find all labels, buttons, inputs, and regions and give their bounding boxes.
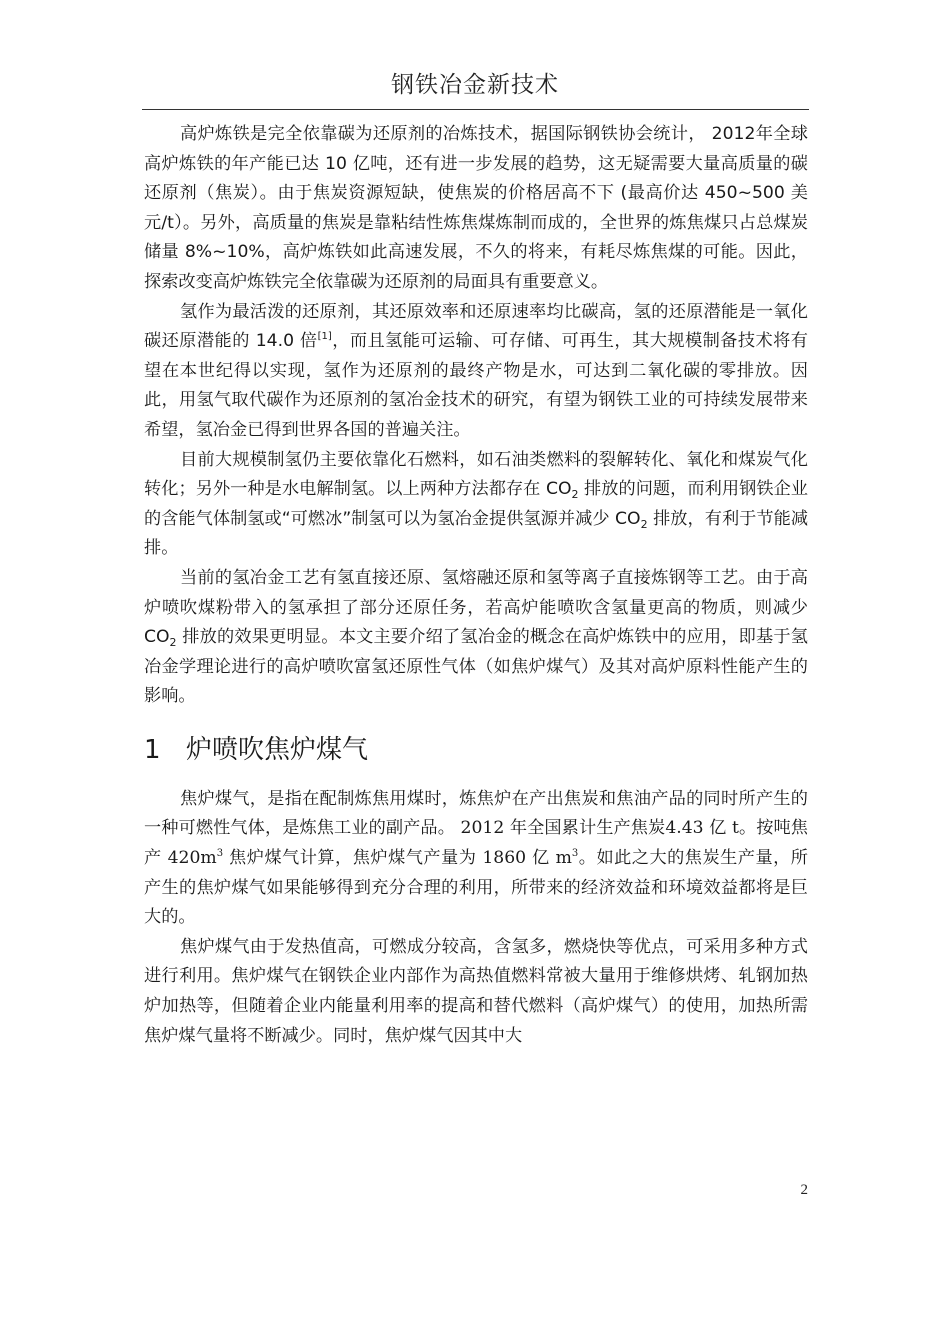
citation-ref: [1] — [317, 331, 332, 343]
paragraph-text: ，而且氢能可运输、可存储、可再生，其大规模制备技术将有望在本世纪得以实现，氢作为还原剂的最终产物是水，可达到二氧化碳的零排放。因此，用氢气取代碳作为还原剂的氢冶金技术的研究，有望为钢铁工业的可持续发展带来希望，氢冶金已得到世界各国的普遍关注。 — [144, 331, 808, 440]
unit-superscript: 3 — [571, 848, 579, 860]
section-title: 炉喷吹焦炉煤气 — [186, 734, 369, 765]
paragraph-text: 焦炉煤气，是指在配制炼焦用煤时，炼焦炉在产出焦炭和焦油产品的同时所产生的一种可燃性气体，是炼焦工业的副产品。 2012 年全国累计生产焦炭4.43 亿 t。按吨焦产 420m — [144, 788, 808, 869]
section-heading — [144, 730, 808, 770]
paragraph-text: 排放，有利于节能减排。 — [144, 508, 809, 559]
paragraph-text: 当前的氢冶金工艺有氢直接还原、氢熔融还原和氢等离子直接炼钢等工艺。由于高炉喷吹煤粉带入的氢承担了部分还原任务，若高炉能喷吹含氢量更高的物质，则减少 — [144, 567, 808, 618]
paragraph-text: 焦炉煤气计算，焦炉煤气产量为 1860 亿 m — [223, 848, 572, 869]
section-number: 1 — [144, 734, 161, 765]
body-text — [144, 120, 808, 1051]
page-number: 2 — [800, 1182, 808, 1198]
paragraph-text: 排放的问题，而利用钢铁企业的含能气体制氢或“可燃冰”制氢可以为氢冶金提供氢源并减少 — [144, 479, 808, 529]
unit-superscript: 3 — [216, 848, 224, 860]
paragraph-hydrogen-metallurgy — [144, 564, 808, 712]
co2-formula: $CO_2$ — [545, 479, 579, 502]
paragraph-hydrogen-production — [144, 446, 808, 564]
co2-formula: $CO_2$ — [615, 508, 648, 531]
header-divider — [142, 109, 809, 110]
paragraph-text: 目前大规模制氢仍主要依靠化石燃料，如石油类燃料的裂解转化、氧化和煤炭气化转化；另外一种是水电解制氢。以上两种方法都存在 — [144, 449, 808, 500]
paragraph-text: 排放的效果更明显。本文主要介绍了氢冶金的概念在高炉炼铁中的应用，即基于氢冶金学理论进行的高炉喷吹富氢还原性气体（如焦炉煤气）及其对高炉原料性能产生的影响。 — [144, 627, 808, 707]
paragraph-coke-oven-gas — [144, 785, 808, 933]
paragraph-coke-oven-gas-uses: 焦炉煤气由于发热值高，可燃成分较高，含氢多，燃烧快等优点，可采用多种方式进行利用。焦炉煤气在钢铁企业内部作为高热值燃料常被大量用于维修烘烤、轧钢加热炉加热等，但随着企业内能量利用率的提高和替代燃料（高炉煤气）的使用，加热所需焦炉煤气量将不断减少。同时，焦炉煤气因其中大 — [144, 936, 808, 1046]
co2-formula: $CO_2$ — [144, 627, 177, 650]
paragraph-text: 。如此之大的焦炭生产量，所产生的焦炉煤气如果能够得到充分合理的利用，所带来的经济效益和环境效益都将是巨大的。 — [144, 848, 808, 928]
paragraph-hydrogen-reductant — [144, 298, 808, 446]
running-header-title: 钢铁冶金新技术 — [391, 72, 559, 98]
paragraph-text: 氢作为最活泼的还原剂，其还原效率和还原速率均比碳高，氢的还原潜能是一氧化碳还原潜能的 14.0 倍 — [144, 301, 808, 352]
paragraph-coke-shortage: 高炉炼铁是完全依靠碳为还原剂的冶炼技术，据国际钢铁协会统计， 2012年全球高炉炼铁的年产能已达 10 亿吨，还有进一步发展的趋势，这无疑需要大量高质量的碳还原剂（焦炭）。由于焦炭资源短缺，使焦炭的价格居高不下 (最高价达 450~500 美元/t）。另外，高质量的焦炭是靠粘结性炼焦煤炼制而成的，全世界的炼焦煤只占总煤炭储量 8%~10%，高炉炼铁如此高速发展，不久的将来，有耗尽炼焦煤的可能。因此，探索改变高炉炼铁完全依靠碳为还原剂的局面具有重要意义。 — [144, 124, 808, 292]
